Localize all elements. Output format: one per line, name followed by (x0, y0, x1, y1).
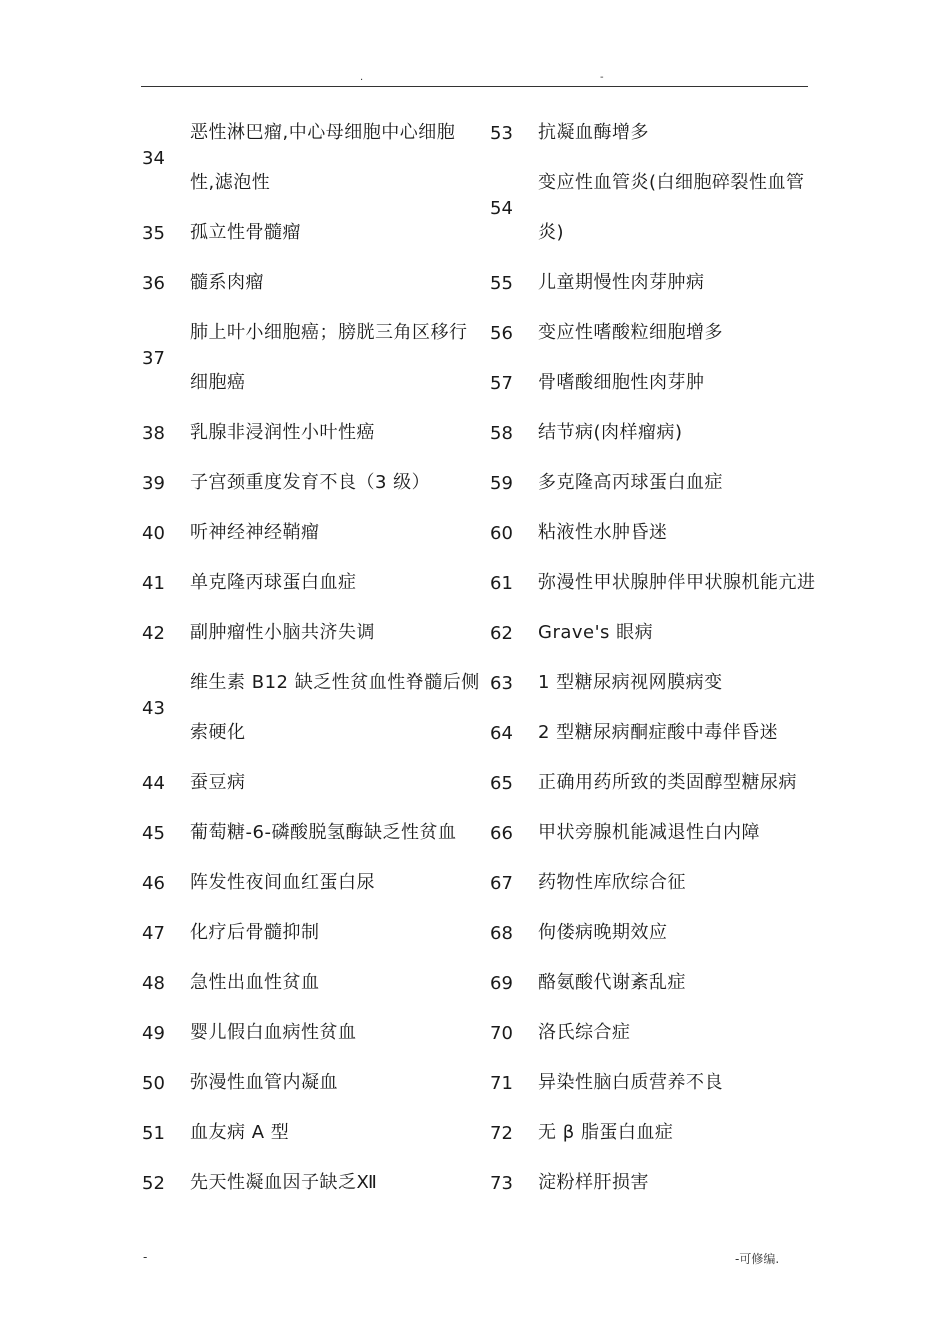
list-item (142, 1108, 482, 1158)
entry-text (538, 1058, 723, 1108)
entry-text-line: 孤立性骨髓瘤 (190, 222, 301, 243)
entry-number: 46 (142, 872, 165, 894)
list-item (142, 1008, 482, 1058)
entry-text (538, 508, 668, 558)
entry-text (190, 958, 320, 1008)
list-item (490, 1058, 835, 1108)
list-item (142, 858, 482, 908)
list-item (142, 908, 482, 958)
entry-text-line: 维生素 B12 缺乏性贫血性脊髓后侧 (190, 672, 480, 693)
header-mark-dash: - (600, 72, 604, 83)
entry-text-line: 无 β 脂蛋白血症 (538, 1122, 674, 1143)
header-mark-dot: . (360, 72, 364, 83)
entry-text (538, 458, 723, 508)
entry-number: 54 (490, 197, 513, 219)
entry-text (538, 708, 778, 758)
entry-text-line: 化疗后骨髓抑制 (190, 922, 320, 943)
entry-number: 36 (142, 272, 165, 294)
entry-number: 48 (142, 972, 165, 994)
entry-text-line: 2 型糖尿病酮症酸中毒伴昏迷 (538, 722, 779, 743)
entry-number: 72 (490, 1122, 513, 1144)
list-item (142, 108, 482, 208)
entry-text-line: 子宫颈重度发育不良（3 级） (190, 472, 431, 493)
entry-text-line: 蚕豆病 (190, 772, 246, 793)
entry-number: 37 (142, 347, 165, 369)
entry-number: 71 (490, 1072, 513, 1094)
entry-text-line: 淀粉样肝损害 (538, 1172, 649, 1193)
entry-number: 41 (142, 572, 165, 594)
entry-number: 49 (142, 1022, 165, 1044)
list-item (490, 758, 835, 808)
list-item (490, 808, 835, 858)
list-item (490, 1008, 835, 1058)
entry-text-line: 恶性淋巴瘤,中心母细胞中心细胞 (190, 122, 456, 143)
entry-text (538, 308, 723, 358)
entry-text (190, 258, 264, 308)
entry-text (538, 858, 686, 908)
list-item (142, 308, 482, 408)
entry-number: 51 (142, 1122, 165, 1144)
entry-number: 64 (490, 722, 513, 744)
entry-number: 58 (490, 422, 513, 444)
footer-left-mark: - (143, 1250, 148, 1264)
entry-text-line: 抗凝血酶增多 (538, 122, 649, 143)
entry-text (538, 558, 816, 608)
entry-text (538, 258, 705, 308)
entry-text-line: 洛氏综合症 (538, 1022, 631, 1043)
list-item (142, 658, 482, 758)
entry-text-line: 炎) (538, 222, 565, 243)
list-item (490, 258, 835, 308)
entry-text (538, 158, 805, 258)
entry-text-line: 副肿瘤性小脑共济失调 (190, 622, 375, 643)
entry-text-line: 儿童期慢性肉芽肿病 (538, 272, 705, 293)
entry-number: 43 (142, 697, 165, 719)
list-item (142, 808, 482, 858)
entry-text-line: 急性出血性贫血 (190, 972, 320, 993)
entry-text (538, 1108, 673, 1158)
entry-text (538, 608, 653, 658)
entry-text-line: 阵发性夜间血红蛋白尿 (190, 872, 375, 893)
entry-text-line: 听神经神经鞘瘤 (190, 522, 320, 543)
entry-number: 34 (142, 147, 165, 169)
entry-number: 47 (142, 922, 165, 944)
entry-number: 52 (142, 1172, 165, 1194)
entry-text (190, 908, 320, 958)
entry-number: 40 (142, 522, 165, 544)
entry-text (190, 458, 430, 508)
left-column (142, 108, 482, 1208)
entry-text-line: 药物性库欣综合征 (538, 872, 686, 893)
list-item (490, 708, 835, 758)
entry-text-line: 弥漫性甲状腺肿伴甲状腺机能亢进 (538, 572, 816, 593)
entry-text-line: 婴儿假白血病性贫血 (190, 1022, 357, 1043)
entry-text-line: 葡萄糖-6-磷酸脱氢酶缺乏性贫血 (190, 822, 457, 843)
entry-text-line: Grave's 眼病 (538, 622, 654, 643)
entry-number: 53 (490, 122, 513, 144)
entry-text (190, 758, 246, 808)
entry-text-line: 弥漫性血管内凝血 (190, 1072, 338, 1093)
entry-text-line: 细胞癌 (190, 372, 246, 393)
entry-text (190, 1108, 289, 1158)
entry-text-line: 索硬化 (190, 722, 246, 743)
entry-number: 63 (490, 672, 513, 694)
entry-text-line: 变应性血管炎(白细胞碎裂性血管 (538, 172, 805, 193)
entry-text (190, 1058, 338, 1108)
entry-text (538, 908, 668, 958)
entry-number: 66 (490, 822, 513, 844)
list-item (490, 1108, 835, 1158)
entry-number: 68 (490, 922, 513, 944)
entry-text-line: 肺上叶小细胞癌；膀胱三角区移行 (190, 322, 468, 343)
entry-text (190, 108, 455, 208)
list-item (490, 858, 835, 908)
entry-text-line: 多克隆高丙球蛋白血症 (538, 472, 723, 493)
entry-number: 45 (142, 822, 165, 844)
entry-text (538, 1008, 631, 1058)
entry-text (190, 208, 301, 258)
entry-text (538, 358, 705, 408)
entry-number: 56 (490, 322, 513, 344)
entry-text-line: 性,滤泡性 (190, 172, 271, 193)
entry-text (190, 1158, 377, 1208)
entry-text-line: 佝偻病晚期效应 (538, 922, 668, 943)
entry-text-line: 骨嗜酸细胞性肉芽肿 (538, 372, 705, 393)
entry-number: 69 (490, 972, 513, 994)
list-item (142, 408, 482, 458)
entry-text-line: 变应性嗜酸粒细胞增多 (538, 322, 723, 343)
entry-text-line: 乳腺非浸润性小叶性癌 (190, 422, 375, 443)
entry-number: 65 (490, 772, 513, 794)
list-item (142, 608, 482, 658)
entry-number: 50 (142, 1072, 165, 1094)
entry-number: 35 (142, 222, 165, 244)
list-item (490, 908, 835, 958)
entry-number: 67 (490, 872, 513, 894)
entry-text-line: 髓系肉瘤 (190, 272, 264, 293)
list-item (490, 308, 835, 358)
list-item (142, 958, 482, 1008)
entry-text-line: 结节病(肉样瘤病) (538, 422, 683, 443)
list-item (142, 758, 482, 808)
entry-text (538, 408, 683, 458)
list-item (490, 558, 835, 608)
list-item (142, 258, 482, 308)
list-item (490, 958, 835, 1008)
list-item (490, 658, 835, 708)
entry-number: 73 (490, 1172, 513, 1194)
list-item (142, 558, 482, 608)
entry-text-line: 酪氨酸代谢紊乱症 (538, 972, 686, 993)
entry-text (190, 308, 468, 408)
list-item (490, 1158, 835, 1208)
entry-number: 55 (490, 272, 513, 294)
entry-text-line: 异染性脑白质营养不良 (538, 1072, 723, 1093)
entry-text-line: 粘液性水肿昏迷 (538, 522, 668, 543)
entry-text (538, 958, 686, 1008)
list-item (142, 508, 482, 558)
entry-number: 42 (142, 622, 165, 644)
entry-text (538, 1158, 649, 1208)
entry-text (538, 658, 723, 708)
list-item (142, 1058, 482, 1108)
entry-text-line: 1 型糖尿病视网膜病变 (538, 672, 723, 693)
entry-number: 60 (490, 522, 513, 544)
entry-text-line: 甲状旁腺机能减退性白内障 (538, 822, 760, 843)
entry-text-line: 先天性凝血因子缺乏Ⅻ (190, 1172, 378, 1193)
list-item (490, 608, 835, 658)
footer-editable-note: -可修编. (735, 1252, 780, 1266)
entry-number: 38 (142, 422, 165, 444)
entry-number: 61 (490, 572, 513, 594)
entry-text (190, 858, 375, 908)
entry-text (538, 108, 649, 158)
entry-text (190, 658, 480, 758)
entry-text (538, 808, 760, 858)
entry-text-line: 正确用药所致的类固醇型糖尿病 (538, 772, 797, 793)
entry-text-line: 血友病 A 型 (190, 1122, 290, 1143)
entry-text (190, 408, 375, 458)
entry-number: 62 (490, 622, 513, 644)
entry-text (190, 558, 357, 608)
entry-number: 39 (142, 472, 165, 494)
header-rule (141, 86, 808, 87)
right-column (490, 108, 835, 1208)
entry-text (190, 808, 456, 858)
list-item (490, 358, 835, 408)
entry-number: 70 (490, 1022, 513, 1044)
entry-text-line: 单克隆丙球蛋白血症 (190, 572, 357, 593)
list-item (490, 508, 835, 558)
list-item (490, 158, 835, 258)
list-item (490, 108, 835, 158)
list-item (142, 208, 482, 258)
list-item (490, 408, 835, 458)
entry-text (538, 758, 797, 808)
entry-number: 44 (142, 772, 165, 794)
list-item (142, 1158, 482, 1208)
entry-text (190, 508, 320, 558)
list-item (490, 458, 835, 508)
entry-text (190, 608, 375, 658)
list-item (142, 458, 482, 508)
entry-number: 57 (490, 372, 513, 394)
entry-text (190, 1008, 357, 1058)
entry-number: 59 (490, 472, 513, 494)
